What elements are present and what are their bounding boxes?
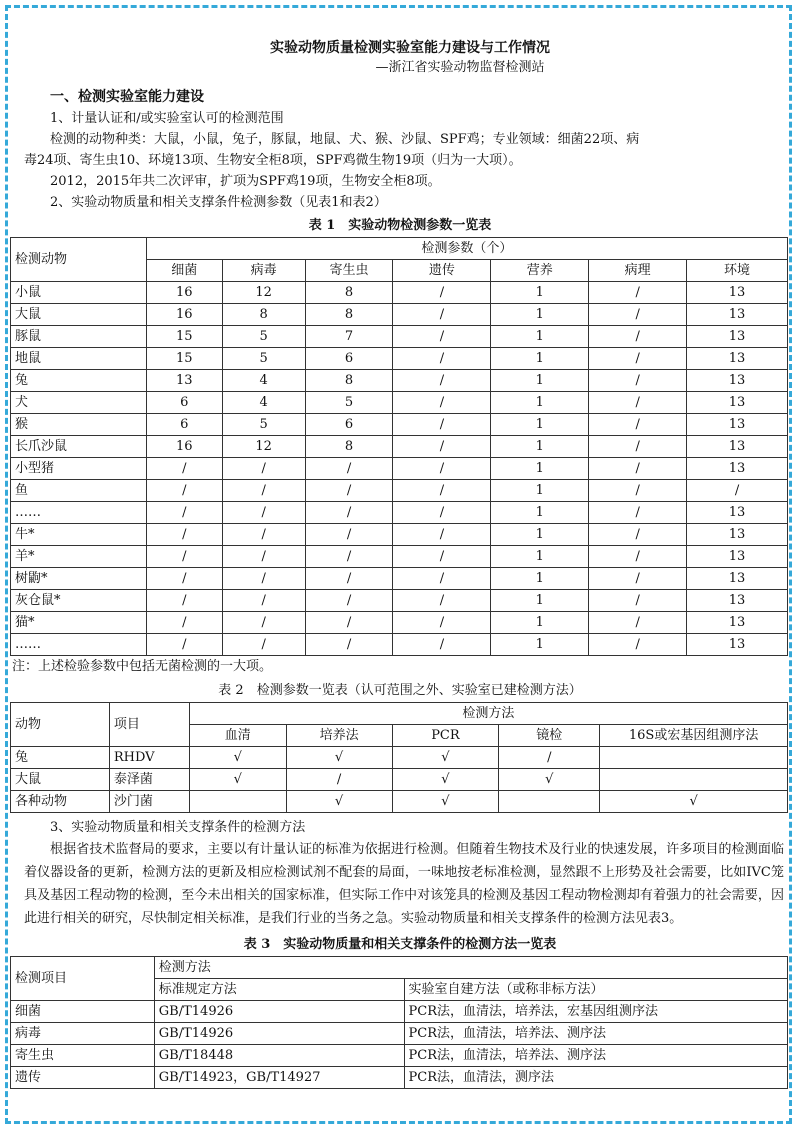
table-cell: 13 bbox=[687, 436, 788, 458]
table-cell: 1 bbox=[491, 590, 589, 612]
row-label: 长爪沙鼠 bbox=[11, 436, 147, 458]
table-cell: 5 bbox=[222, 414, 305, 436]
table-cell: 8 bbox=[305, 282, 393, 304]
table-cell: 15 bbox=[146, 326, 222, 348]
document-page bbox=[10, 38, 790, 1089]
table-cell: PCR法，血清法，培养法、测序法 bbox=[404, 1023, 787, 1045]
table-cell: / bbox=[393, 502, 491, 524]
table-cell: / bbox=[393, 568, 491, 590]
table-row bbox=[11, 370, 788, 392]
row-label: 病毒 bbox=[11, 1023, 155, 1045]
table-cell: / bbox=[393, 282, 491, 304]
table-cell: / bbox=[589, 546, 687, 568]
table-cell: 5 bbox=[222, 326, 305, 348]
table-cell: 8 bbox=[305, 436, 393, 458]
table-cell: / bbox=[589, 326, 687, 348]
table1-col-header: 寄生虫 bbox=[305, 260, 393, 282]
table-cell: √ bbox=[600, 791, 788, 813]
table-cell: / bbox=[589, 436, 687, 458]
row-label: 小鼠 bbox=[11, 282, 147, 304]
table-row bbox=[11, 590, 788, 612]
table-cell: 16 bbox=[146, 436, 222, 458]
table-cell: 16 bbox=[146, 304, 222, 326]
row-label: 猴 bbox=[11, 414, 147, 436]
table-cell: 4 bbox=[222, 392, 305, 414]
row-label: 牛* bbox=[11, 524, 147, 546]
table-cell: 12 bbox=[222, 282, 305, 304]
table-cell: / bbox=[222, 524, 305, 546]
row-label: 猫* bbox=[11, 612, 147, 634]
table-cell: √ bbox=[392, 791, 499, 813]
table-cell: √ bbox=[499, 769, 600, 791]
table-cell: / bbox=[589, 590, 687, 612]
table-cell: 1 bbox=[491, 392, 589, 414]
table-cell: / bbox=[222, 546, 305, 568]
row-label: 兔 bbox=[11, 747, 110, 769]
table-cell: / bbox=[305, 590, 393, 612]
table-cell: / bbox=[146, 590, 222, 612]
table-cell: PCR法，血清法，培养法，宏基因组测序法 bbox=[404, 1001, 787, 1023]
row-label: 豚鼠 bbox=[11, 326, 147, 348]
table-cell: / bbox=[393, 524, 491, 546]
table-cell: 8 bbox=[305, 304, 393, 326]
document-subtitle: —浙江省实验动物监督检测站 bbox=[375, 60, 545, 75]
table1-col-header: 营养 bbox=[491, 260, 589, 282]
table-cell: √ bbox=[392, 769, 499, 791]
table-row bbox=[11, 326, 788, 348]
table1-header-animal: 检测动物 bbox=[11, 238, 147, 282]
table2-header-method: 检测方法 bbox=[189, 703, 787, 725]
table3-header-method: 检测方法 bbox=[154, 957, 787, 979]
table3 bbox=[10, 956, 788, 1089]
row-label: 细菌 bbox=[11, 1001, 155, 1023]
row-label: …… bbox=[11, 634, 147, 656]
table2-col-header: 镜检 bbox=[499, 725, 600, 747]
row-label: 泰泽菌 bbox=[109, 769, 189, 791]
table-cell: 8 bbox=[222, 304, 305, 326]
table-cell: √ bbox=[286, 791, 392, 813]
table-cell: 1 bbox=[491, 634, 589, 656]
paragraph: 3、实验动物质量和相关支撑条件的检测方法 bbox=[50, 820, 306, 835]
table-cell: GB/T14926 bbox=[154, 1023, 404, 1045]
table-row bbox=[11, 1023, 788, 1045]
table-cell: / bbox=[222, 612, 305, 634]
table-cell: 1 bbox=[491, 612, 589, 634]
table-cell: 1 bbox=[491, 436, 589, 458]
table-cell: 1 bbox=[491, 546, 589, 568]
table-cell: / bbox=[589, 502, 687, 524]
table1 bbox=[10, 237, 788, 656]
table3-header-lab: 实验室自建方法（或称非标方法） bbox=[404, 979, 787, 1001]
table-cell: / bbox=[146, 502, 222, 524]
row-label: …… bbox=[11, 502, 147, 524]
table-row bbox=[11, 546, 788, 568]
paragraph: 1、计量认证和/或实验室认可的检测范围 bbox=[50, 111, 284, 126]
table-row bbox=[11, 480, 788, 502]
table-cell: / bbox=[222, 502, 305, 524]
table-cell: / bbox=[305, 612, 393, 634]
table-row bbox=[11, 458, 788, 480]
table-cell: 1 bbox=[491, 458, 589, 480]
row-label: 犬 bbox=[11, 392, 147, 414]
table-cell: 12 bbox=[222, 436, 305, 458]
table-cell bbox=[600, 769, 788, 791]
table-cell: GB/T18448 bbox=[154, 1045, 404, 1067]
table-cell: / bbox=[393, 612, 491, 634]
row-label: 地鼠 bbox=[11, 348, 147, 370]
table-row bbox=[11, 747, 788, 769]
table-cell: / bbox=[589, 634, 687, 656]
table-cell: 1 bbox=[491, 568, 589, 590]
table1-col-header: 细菌 bbox=[146, 260, 222, 282]
table-cell: / bbox=[589, 282, 687, 304]
table1-header-params: 检测参数（个） bbox=[146, 238, 787, 260]
table1-col-header: 环境 bbox=[687, 260, 788, 282]
table-cell: 8 bbox=[305, 370, 393, 392]
table-cell bbox=[189, 791, 286, 813]
table-cell bbox=[499, 791, 600, 813]
table-cell: GB/T14923，GB/T14927 bbox=[154, 1067, 404, 1089]
table-cell: PCR法，血清法，测序法 bbox=[404, 1067, 787, 1089]
table-cell: √ bbox=[286, 747, 392, 769]
table-cell: / bbox=[589, 304, 687, 326]
table2-header-animal: 动物 bbox=[11, 703, 110, 747]
table-cell: / bbox=[589, 612, 687, 634]
table-cell: / bbox=[222, 480, 305, 502]
table-cell: / bbox=[589, 348, 687, 370]
row-label: RHDV bbox=[109, 747, 189, 769]
table-cell: 6 bbox=[146, 392, 222, 414]
table-cell: / bbox=[393, 634, 491, 656]
table1-col-header: 病毒 bbox=[222, 260, 305, 282]
table-cell: / bbox=[305, 524, 393, 546]
table-cell: 1 bbox=[491, 480, 589, 502]
table-cell: √ bbox=[189, 769, 286, 791]
row-label: 小型猪 bbox=[11, 458, 147, 480]
table-cell: / bbox=[393, 348, 491, 370]
table-row bbox=[11, 282, 788, 304]
table-cell: / bbox=[305, 634, 393, 656]
table-cell: / bbox=[393, 326, 491, 348]
table-cell: 13 bbox=[687, 304, 788, 326]
table-cell: / bbox=[393, 546, 491, 568]
table-cell: 13 bbox=[687, 370, 788, 392]
row-label: 大鼠 bbox=[11, 304, 147, 326]
table-row bbox=[11, 1045, 788, 1067]
table-cell: 13 bbox=[687, 502, 788, 524]
table3-header-std: 标准规定方法 bbox=[154, 979, 404, 1001]
paragraph: 2、实验动物质量和相关支撑条件检测参数（见表1和表2） bbox=[50, 195, 387, 210]
table-cell: / bbox=[146, 634, 222, 656]
row-label: 鱼 bbox=[11, 480, 147, 502]
row-label: 沙门菌 bbox=[109, 791, 189, 813]
table-cell: 6 bbox=[146, 414, 222, 436]
table-cell: / bbox=[286, 769, 392, 791]
row-label: 灰仓鼠* bbox=[11, 590, 147, 612]
table-cell: 1 bbox=[491, 370, 589, 392]
paragraph: 检测的动物种类：大鼠，小鼠，兔子，豚鼠，地鼠、犬、猴、沙鼠、SPF鸡；专业领域：细菌22项、病 bbox=[50, 132, 640, 147]
table-cell: 13 bbox=[687, 458, 788, 480]
table-cell: / bbox=[393, 436, 491, 458]
table-cell: / bbox=[393, 480, 491, 502]
row-label: 寄生虫 bbox=[11, 1045, 155, 1067]
table-cell: 1 bbox=[491, 304, 589, 326]
table1-col-header: 遗传 bbox=[393, 260, 491, 282]
table-cell: / bbox=[146, 458, 222, 480]
body-paragraph: 根据省技术监督局的要求，主要以有计量认证的标准为依据进行检测。但随着生物技术及行业的快速发展，许多项目的检测面临着仪器设备的更新，检测方法的更新及相应检测试剂不配套的局面，一味地按老标准检测，显然跟不上形势及社会需要，比如IVC笼具及基因工程动物的检测，至今未出相关的国家标准，但实际工作中对该笼具的检测及基因工程动物检测却有着强力的社会需要，因此进行相关的研究，尽快制定相关标准，是我们行业的当务之急。实验动物质量和相关支撑条件的检测方法见表3。 bbox=[24, 842, 784, 926]
table-cell: 13 bbox=[687, 590, 788, 612]
table-cell: 1 bbox=[491, 326, 589, 348]
table-cell: / bbox=[499, 747, 600, 769]
table-row bbox=[11, 769, 788, 791]
table-cell: 13 bbox=[687, 348, 788, 370]
table-cell: / bbox=[146, 568, 222, 590]
table-cell: / bbox=[393, 392, 491, 414]
table-cell: / bbox=[305, 458, 393, 480]
table-cell: / bbox=[687, 480, 788, 502]
table-cell: 13 bbox=[687, 568, 788, 590]
table-cell: 7 bbox=[305, 326, 393, 348]
table-cell: / bbox=[589, 414, 687, 436]
table-cell: / bbox=[146, 480, 222, 502]
table-row bbox=[11, 348, 788, 370]
table-cell: 6 bbox=[305, 348, 393, 370]
table-cell: / bbox=[589, 480, 687, 502]
table-cell: / bbox=[393, 590, 491, 612]
table-row bbox=[11, 436, 788, 458]
row-label: 树鼩* bbox=[11, 568, 147, 590]
table-cell: 13 bbox=[687, 282, 788, 304]
table-cell: 15 bbox=[146, 348, 222, 370]
table-row bbox=[11, 304, 788, 326]
table-cell: / bbox=[305, 546, 393, 568]
table-cell: 1 bbox=[491, 282, 589, 304]
table-cell: 13 bbox=[687, 414, 788, 436]
table-cell: / bbox=[222, 590, 305, 612]
document-title: 实验动物质量检测实验室能力建设与工作情况 bbox=[270, 40, 550, 56]
row-label: 兔 bbox=[11, 370, 147, 392]
table-row bbox=[11, 524, 788, 546]
table-row bbox=[11, 392, 788, 414]
table-cell: 5 bbox=[222, 348, 305, 370]
table-cell: 5 bbox=[305, 392, 393, 414]
table-row bbox=[11, 502, 788, 524]
table-row bbox=[11, 1067, 788, 1089]
table-cell: / bbox=[146, 612, 222, 634]
table-cell: / bbox=[146, 524, 222, 546]
table-cell: GB/T14926 bbox=[154, 1001, 404, 1023]
table-cell: 13 bbox=[687, 546, 788, 568]
table-cell: 1 bbox=[491, 414, 589, 436]
table-row bbox=[11, 612, 788, 634]
table-cell: / bbox=[589, 568, 687, 590]
table-cell: 13 bbox=[687, 612, 788, 634]
table1-note: 注：上述检验参数中包括无菌检测的一大项。 bbox=[12, 659, 273, 674]
table-cell: 13 bbox=[687, 634, 788, 656]
table-cell: / bbox=[222, 634, 305, 656]
table-row bbox=[11, 414, 788, 436]
table-row bbox=[11, 791, 788, 813]
table1-caption: 表 1 实验动物检测参数一览表 bbox=[308, 218, 492, 233]
table-cell: 13 bbox=[687, 326, 788, 348]
table-cell: / bbox=[146, 546, 222, 568]
table-cell: / bbox=[393, 370, 491, 392]
table2-col-header: 培养法 bbox=[286, 725, 392, 747]
table-cell: / bbox=[589, 524, 687, 546]
row-label: 遗传 bbox=[11, 1067, 155, 1089]
table2-caption: 表 2 检测参数一览表（认可范围之外、实验室已建检测方法） bbox=[218, 683, 582, 698]
table-cell: 13 bbox=[687, 524, 788, 546]
table-cell: 13 bbox=[687, 392, 788, 414]
table-cell: / bbox=[393, 414, 491, 436]
table2 bbox=[10, 702, 788, 813]
table-cell: / bbox=[393, 304, 491, 326]
table-cell: / bbox=[589, 392, 687, 414]
table2-header-item: 项目 bbox=[109, 703, 189, 747]
table-row bbox=[11, 634, 788, 656]
table3-caption: 表 3 实验动物质量和相关支撑条件的检测方法一览表 bbox=[243, 937, 557, 952]
table-cell: / bbox=[222, 568, 305, 590]
table-cell: 1 bbox=[491, 348, 589, 370]
table2-col-header: PCR bbox=[392, 725, 499, 747]
table1-col-header: 病理 bbox=[589, 260, 687, 282]
row-label: 各种动物 bbox=[11, 791, 110, 813]
table3-header-item: 检测项目 bbox=[11, 957, 155, 1001]
table2-col-header: 16S或宏基因组测序法 bbox=[600, 725, 788, 747]
table-cell: √ bbox=[392, 747, 499, 769]
table-row bbox=[11, 568, 788, 590]
table-cell: √ bbox=[189, 747, 286, 769]
table-cell: / bbox=[305, 480, 393, 502]
table-cell: / bbox=[393, 458, 491, 480]
table-cell: 6 bbox=[305, 414, 393, 436]
paragraph: 2012，2015年共二次评审，扩项为SPF鸡19项，生物安全柜8项。 bbox=[50, 174, 441, 189]
table-cell: 4 bbox=[222, 370, 305, 392]
table-cell bbox=[600, 747, 788, 769]
table-cell: / bbox=[305, 502, 393, 524]
table2-col-header: 血清 bbox=[189, 725, 286, 747]
table-cell: 13 bbox=[146, 370, 222, 392]
table-cell: PCR法，血清法，培养法、测序法 bbox=[404, 1045, 787, 1067]
table-cell: / bbox=[305, 568, 393, 590]
section-heading: 一、检测实验室能力建设 bbox=[50, 89, 204, 105]
table-row bbox=[11, 1001, 788, 1023]
row-label: 大鼠 bbox=[11, 769, 110, 791]
row-label: 羊* bbox=[11, 546, 147, 568]
table-cell: / bbox=[222, 458, 305, 480]
table-cell: 16 bbox=[146, 282, 222, 304]
table-cell: / bbox=[589, 458, 687, 480]
paragraph: 毒24项、寄生虫10、环境13项、生物安全柜8项，SPF鸡微生物19项（归为一大项）。 bbox=[24, 153, 522, 168]
table-cell: / bbox=[589, 370, 687, 392]
table-cell: 1 bbox=[491, 502, 589, 524]
table-cell: 1 bbox=[491, 524, 589, 546]
